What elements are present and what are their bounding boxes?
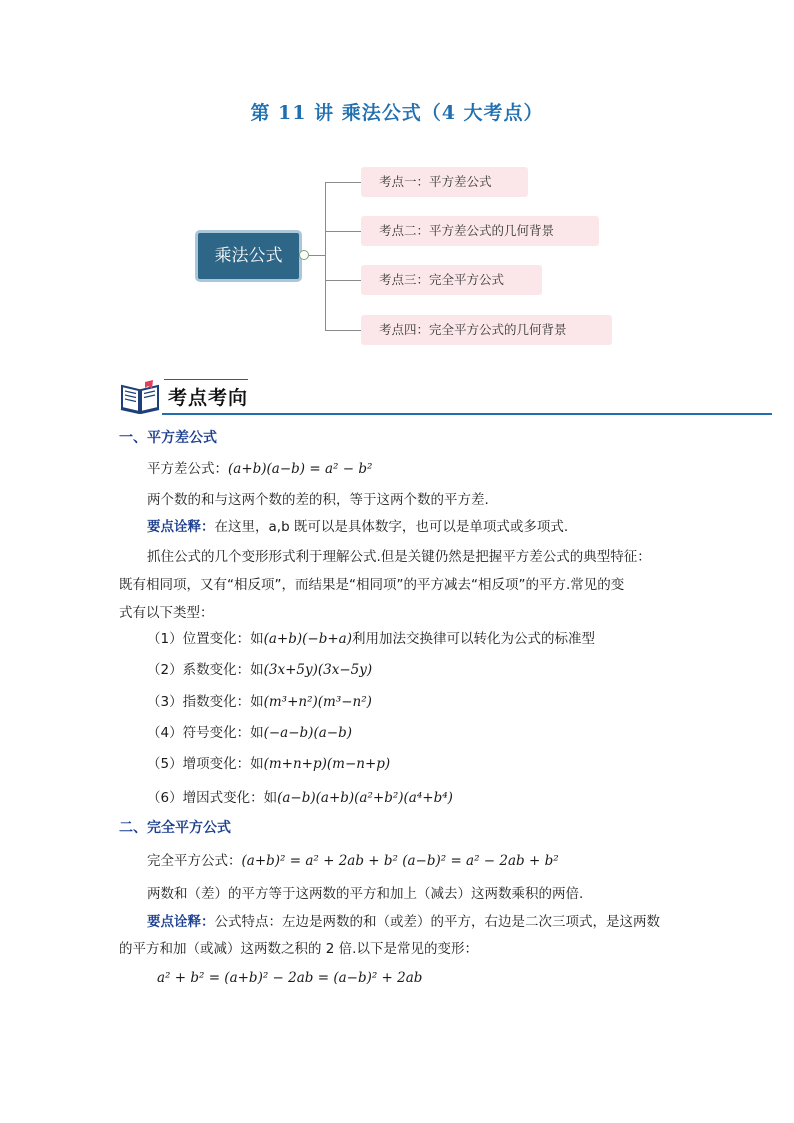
type-item	[147, 786, 453, 806]
banner-overline	[164, 379, 248, 380]
type-label: （1）位置变化：如	[147, 631, 264, 647]
type-expr: (m³+n²)(m³−n²)	[263, 694, 372, 710]
note-text: 在这里，a,b 既可以是具体数字，也可以是单项式或多项式.	[214, 519, 569, 535]
mindmap-connector-4	[325, 330, 361, 331]
collapse-knob-icon	[299, 250, 309, 260]
formula-label: 完全平方公式：	[147, 853, 242, 869]
formula-label: 平方差公式：	[147, 461, 228, 477]
page-title: 第 11 讲 乘法公式（4 大考点）	[250, 102, 544, 124]
definition-text: 两个数的和与这两个数的差的积，等于这两个数的平方差.	[147, 492, 489, 508]
mindmap-connector-3	[325, 280, 361, 281]
paragraph-line-1: 抓住公式的几个变形形式利于理解公式.但是关键仍然是把握平方差公式的典型特征：	[147, 549, 651, 565]
mindmap-connector-1	[325, 182, 361, 183]
formula-line-2	[147, 849, 559, 869]
mindmap-node-3: 考点三：完全平方公式	[361, 265, 542, 295]
type-label: （4）符号变化：如	[147, 725, 264, 741]
definition-text: 两数和（差）的平方等于这两数的平方和加上（减去）这两数乘积的两倍.	[147, 886, 584, 902]
type-item	[147, 690, 372, 710]
section-banner: 考点考向	[168, 387, 249, 409]
banner-rule	[162, 413, 772, 415]
type-item	[147, 658, 372, 678]
note-text: 公式特点：左边是两数的和（或差）的平方，右边是二次三项式，是这两数	[214, 914, 660, 930]
paragraph-line-3: 式有以下类型：	[119, 605, 214, 621]
type-item	[147, 627, 595, 647]
note-line	[147, 515, 568, 535]
type-expr: (a+b)(−b+a)	[263, 631, 352, 647]
section-heading-2: 二、完全平方公式	[119, 820, 231, 836]
section-heading-1: 一、平方差公式	[119, 430, 217, 446]
type-item	[147, 752, 390, 772]
type-expr: (−a−b)(a−b)	[263, 725, 352, 741]
type-tail: 利用加法交换律可以转化为公式的标准型	[351, 631, 595, 647]
type-expr: (3x+5y)(3x−5y)	[263, 662, 373, 678]
formula-line-1	[147, 457, 372, 477]
note-label: 要点诠释：	[147, 914, 215, 930]
paragraph-line-2: 既有相同项，又有“相反项”，而结果是“相同项”的平方减去“相反项”的平方.常见的变	[119, 577, 625, 593]
type-expr: (m+n+p)(m−n+p)	[263, 756, 391, 772]
mindmap-node-4: 考点四：完全平方公式的几何背景	[361, 315, 612, 345]
mindmap-node-2: 考点二：平方差公式的几何背景	[361, 216, 599, 246]
note-label: 要点诠释：	[147, 519, 215, 535]
mindmap-connector-spine	[325, 182, 326, 330]
type-label: （3）指数变化：如	[147, 694, 264, 710]
type-label: （5）增项变化：如	[147, 756, 264, 772]
open-book-icon	[119, 378, 161, 414]
type-label: （6）增因式变化：如	[147, 790, 278, 806]
mindmap-connector-2	[325, 231, 361, 232]
mindmap-root: 乘法公式	[195, 230, 302, 282]
formula: (a+b)² = a² + 2ab + b² (a−b)² = a² − 2ab + b²	[241, 853, 559, 869]
note-line-2: 的平方和加（或减）这两数之积的 2 倍.以下是常见的变形：	[119, 941, 478, 957]
type-item	[147, 721, 352, 741]
variant-formula: a² + b² = (a+b)² − 2ab = (a−b)² + 2ab	[157, 970, 423, 986]
mindmap-node-1: 考点一：平方差公式	[361, 167, 528, 197]
formula: (a+b)(a−b) = a² − b²	[228, 461, 373, 477]
type-expr: (a−b)(a+b)(a²+b²)(a⁴+b⁴)	[277, 790, 453, 806]
type-label: （2）系数变化：如	[147, 662, 264, 678]
note-line	[147, 910, 660, 930]
mindmap-connector-stem	[309, 255, 325, 256]
